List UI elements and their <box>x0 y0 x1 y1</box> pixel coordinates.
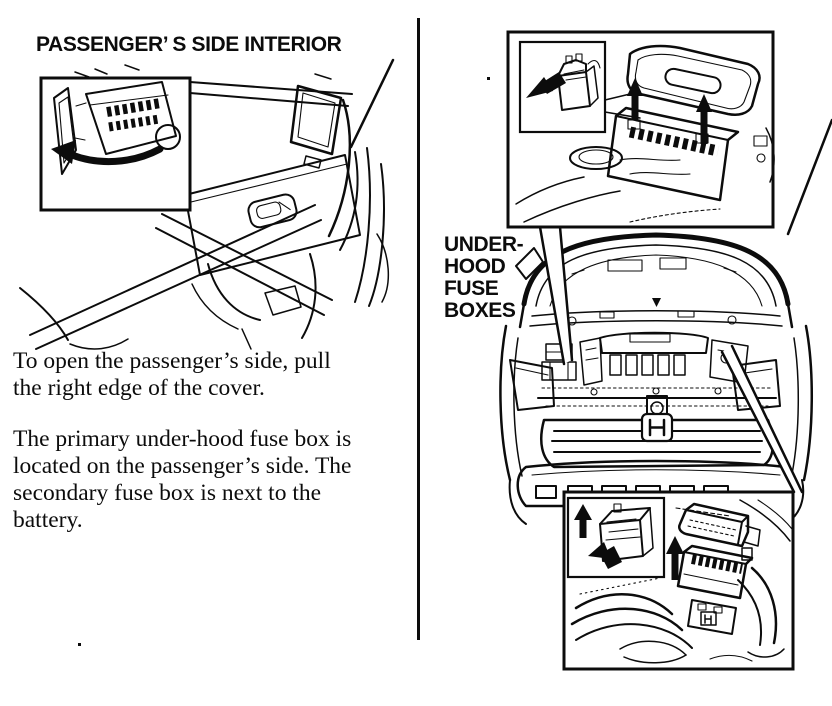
scan-speck <box>487 77 490 80</box>
hood-corner <box>516 248 543 279</box>
engine-bay <box>542 333 748 395</box>
passenger-side-interior-figure <box>10 52 410 352</box>
quarter-window <box>291 86 341 168</box>
secondary-fuse-box-inset <box>564 492 793 669</box>
cover-removal-subinset <box>568 498 664 577</box>
text-line: To open the passenger’s side, pull <box>13 348 331 374</box>
text-line: secondary fuse box is next to the <box>13 480 322 506</box>
label-line: FUSE <box>444 277 499 300</box>
page-title: PASSENGER’ S SIDE INTERIOR <box>36 33 342 56</box>
text-line: the right edge of the cover. <box>13 375 265 401</box>
glove-box-latch <box>247 193 299 230</box>
label-line: UNDER- <box>444 233 524 256</box>
label-line: BOXES <box>444 299 516 322</box>
under-hood-fuse-boxes-figure <box>480 8 832 702</box>
honda-emblem <box>642 414 672 441</box>
text-line: located on the passenger’s side. The <box>13 453 352 479</box>
grille <box>541 414 773 467</box>
interior-fuse-box-inset <box>41 78 190 210</box>
hood-prop-rod <box>788 120 832 234</box>
scan-speck <box>78 643 81 646</box>
column-divider <box>417 18 420 640</box>
text-line: The primary under-hood fuse box is <box>13 426 352 452</box>
text-line: battery. <box>13 507 83 533</box>
location-paragraph <box>13 426 351 534</box>
primary-fuse-box-inset <box>508 32 774 227</box>
label-line: HOOD <box>444 255 506 278</box>
relay-cover-subinset <box>520 42 605 132</box>
open-instruction-paragraph <box>13 348 331 402</box>
